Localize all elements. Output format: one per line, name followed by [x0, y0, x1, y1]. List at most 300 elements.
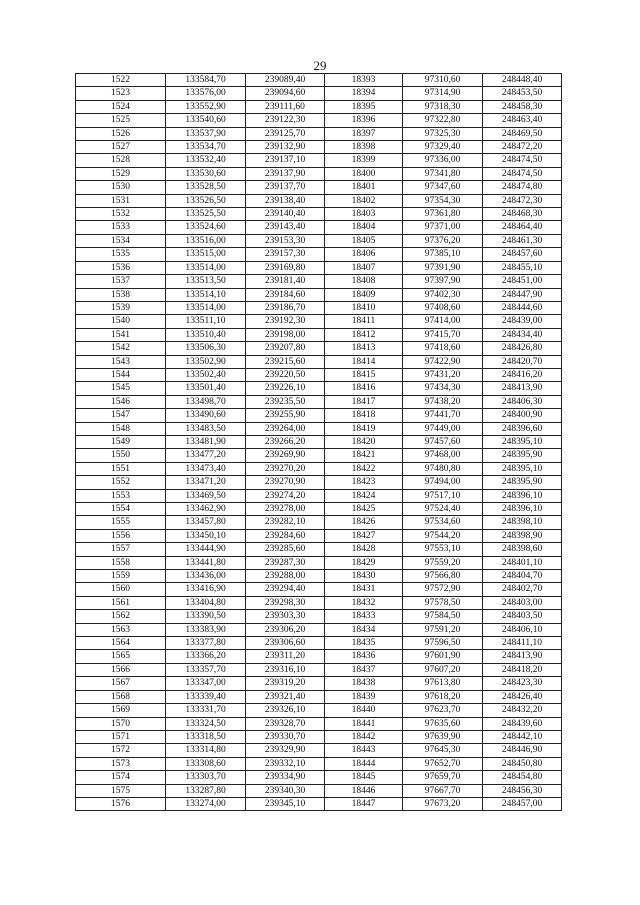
table-cell: 97667,70	[403, 784, 483, 797]
table-cell: 239207,80	[246, 342, 325, 355]
table-cell: 239269,90	[246, 449, 325, 462]
table-cell: 18427	[325, 529, 403, 542]
table-cell: 97376,20	[403, 234, 483, 247]
table-cell: 18433	[325, 610, 403, 623]
table-cell: 239137,70	[246, 181, 325, 194]
table-cell: 1539	[76, 301, 166, 314]
table-cell: 239274,20	[246, 489, 325, 502]
table-row	[76, 596, 562, 609]
table-row	[76, 422, 562, 435]
table-cell: 1567	[76, 677, 166, 690]
table-row	[76, 100, 562, 113]
table-row	[76, 74, 562, 87]
table-row	[76, 489, 562, 502]
table-cell: 1535	[76, 248, 166, 261]
table-cell: 1574	[76, 771, 166, 784]
table-cell: 239284,60	[246, 529, 325, 542]
table-row	[76, 570, 562, 583]
table-cell: 239226,10	[246, 382, 325, 395]
table-cell: 18432	[325, 596, 403, 609]
table-cell: 1531	[76, 194, 166, 207]
table-cell: 1558	[76, 556, 166, 569]
table-row	[76, 167, 562, 180]
table-cell: 133477,20	[166, 449, 246, 462]
table-cell: 1533	[76, 221, 166, 234]
table-cell: 18446	[325, 784, 403, 797]
table-cell: 1538	[76, 288, 166, 301]
table-cell: 97494,00	[403, 476, 483, 489]
table-cell: 1555	[76, 516, 166, 529]
table-cell: 248472,20	[483, 141, 562, 154]
table-cell: 18393	[325, 74, 403, 87]
table-cell: 97431,20	[403, 368, 483, 381]
table-cell: 239198,00	[246, 328, 325, 341]
table-cell: 18434	[325, 623, 403, 636]
table-cell: 97434,30	[403, 382, 483, 395]
table-cell: 133501,40	[166, 382, 246, 395]
table-cell: 1545	[76, 382, 166, 395]
table-cell: 97566,80	[403, 570, 483, 583]
table-cell: 1569	[76, 704, 166, 717]
table-cell: 18430	[325, 570, 403, 583]
table-cell: 1571	[76, 730, 166, 743]
table-cell: 18440	[325, 704, 403, 717]
table-cell: 18401	[325, 181, 403, 194]
table-cell: 18406	[325, 248, 403, 261]
table-cell: 97415,70	[403, 328, 483, 341]
table-row	[76, 315, 562, 328]
table-cell: 248398,60	[483, 543, 562, 556]
table-row	[76, 623, 562, 636]
table-cell: 18418	[325, 409, 403, 422]
table-cell: 18428	[325, 543, 403, 556]
table-cell: 18398	[325, 141, 403, 154]
table-cell: 18399	[325, 154, 403, 167]
table-row	[76, 650, 562, 663]
table-row	[76, 543, 562, 556]
table-cell: 133347,00	[166, 677, 246, 690]
table-cell: 18429	[325, 556, 403, 569]
table-row	[76, 771, 562, 784]
table-cell: 248418,20	[483, 663, 562, 676]
table-cell: 239132,90	[246, 141, 325, 154]
table-cell: 248432,20	[483, 704, 562, 717]
table-cell: 133584,70	[166, 74, 246, 87]
table-cell: 97468,00	[403, 449, 483, 462]
table-cell: 1537	[76, 275, 166, 288]
table-cell: 239303,30	[246, 610, 325, 623]
table-row	[76, 744, 562, 757]
table-cell: 1536	[76, 261, 166, 274]
table-cell: 133576,00	[166, 87, 246, 100]
table-cell: 248454,80	[483, 771, 562, 784]
table-cell: 18437	[325, 663, 403, 676]
table-cell: 1566	[76, 663, 166, 676]
table-cell: 248450,80	[483, 757, 562, 770]
table-cell: 248439,60	[483, 717, 562, 730]
table-row	[76, 301, 562, 314]
table-cell: 239266,20	[246, 435, 325, 448]
table-cell: 133469,50	[166, 489, 246, 502]
table-row	[76, 690, 562, 703]
table-cell: 133525,50	[166, 208, 246, 221]
table-row	[76, 503, 562, 516]
table-row	[76, 275, 562, 288]
table-cell: 1540	[76, 315, 166, 328]
table-cell: 18421	[325, 449, 403, 462]
table-cell: 18417	[325, 395, 403, 408]
table-cell: 97645,30	[403, 744, 483, 757]
table-cell: 97310,60	[403, 74, 483, 87]
table-cell: 97480,80	[403, 462, 483, 475]
table-row	[76, 730, 562, 743]
table-cell: 133390,50	[166, 610, 246, 623]
table-cell: 133537,90	[166, 127, 246, 140]
table-cell: 97325,30	[403, 127, 483, 140]
table-cell: 1553	[76, 489, 166, 502]
table-cell: 97329,40	[403, 141, 483, 154]
table-cell: 239319,20	[246, 677, 325, 690]
table-cell: 18416	[325, 382, 403, 395]
table-cell: 239282,10	[246, 516, 325, 529]
table-cell: 1570	[76, 717, 166, 730]
table-row	[76, 194, 562, 207]
table-cell: 133498,70	[166, 395, 246, 408]
table-cell: 1523	[76, 87, 166, 100]
table-cell: 239140,40	[246, 208, 325, 221]
table-cell: 239111,60	[246, 100, 325, 113]
table-cell: 133530,60	[166, 167, 246, 180]
table-cell: 248451,00	[483, 275, 562, 288]
table-cell: 18402	[325, 194, 403, 207]
table-cell: 239153,30	[246, 234, 325, 247]
table-row	[76, 637, 562, 650]
table-cell: 239184,60	[246, 288, 325, 301]
table-row	[76, 342, 562, 355]
table-cell: 18400	[325, 167, 403, 180]
table-cell: 97578,50	[403, 596, 483, 609]
table-cell: 97318,30	[403, 100, 483, 113]
table-cell: 239192,30	[246, 315, 325, 328]
table-cell: 239326,10	[246, 704, 325, 717]
table-cell: 239328,70	[246, 717, 325, 730]
table-cell: 133516,00	[166, 234, 246, 247]
table-cell: 18436	[325, 650, 403, 663]
table-cell: 97418,60	[403, 342, 483, 355]
table-cell: 248446,90	[483, 744, 562, 757]
table-row	[76, 797, 562, 810]
table-cell: 248423,30	[483, 677, 562, 690]
table-cell: 239311,20	[246, 650, 325, 663]
table-cell: 239270,20	[246, 462, 325, 475]
table-cell: 239122,30	[246, 114, 325, 127]
table-cell: 248426,40	[483, 690, 562, 703]
table-cell: 1557	[76, 543, 166, 556]
table-cell: 239137,10	[246, 154, 325, 167]
table-cell: 18444	[325, 757, 403, 770]
table-cell: 133383,90	[166, 623, 246, 636]
table-cell: 248472,30	[483, 194, 562, 207]
table-cell: 133471,20	[166, 476, 246, 489]
table-cell: 97347,60	[403, 181, 483, 194]
table-cell: 97385,10	[403, 248, 483, 261]
table-cell: 97391,90	[403, 261, 483, 274]
table-cell: 18397	[325, 127, 403, 140]
table-cell: 248411,10	[483, 637, 562, 650]
table-cell: 239329,90	[246, 744, 325, 757]
table-cell: 133473,40	[166, 462, 246, 475]
table-cell: 133404,80	[166, 596, 246, 609]
table-cell: 248406,30	[483, 395, 562, 408]
table-cell: 133510,40	[166, 328, 246, 341]
table-cell: 97613,80	[403, 677, 483, 690]
table-cell: 133308,60	[166, 757, 246, 770]
table-cell: 248416,20	[483, 368, 562, 381]
table-cell: 239181,40	[246, 275, 325, 288]
table-cell: 133506,30	[166, 342, 246, 355]
table-cell: 1549	[76, 435, 166, 448]
table-cell: 248442,10	[483, 730, 562, 743]
table-row	[76, 355, 562, 368]
table-cell: 97408,60	[403, 301, 483, 314]
table-cell: 133274,00	[166, 797, 246, 810]
table-cell: 248463,40	[483, 114, 562, 127]
table-cell: 133481,90	[166, 435, 246, 448]
table-cell: 97457,60	[403, 435, 483, 448]
table-cell: 97397,90	[403, 275, 483, 288]
table-cell: 239278,00	[246, 503, 325, 516]
table-cell: 97639,90	[403, 730, 483, 743]
table-cell: 248457,60	[483, 248, 562, 261]
table-row	[76, 529, 562, 542]
table-cell: 18394	[325, 87, 403, 100]
table-cell: 1564	[76, 637, 166, 650]
table-cell: 248398,90	[483, 529, 562, 542]
table-cell: 1527	[76, 141, 166, 154]
table-cell: 248434,40	[483, 328, 562, 341]
table-cell: 18404	[325, 221, 403, 234]
table-cell: 18445	[325, 771, 403, 784]
table-cell: 248461,30	[483, 234, 562, 247]
table-row	[76, 87, 562, 100]
table-cell: 133511,10	[166, 315, 246, 328]
table-cell: 239298,30	[246, 596, 325, 609]
table-cell: 97584,50	[403, 610, 483, 623]
table-row	[76, 382, 562, 395]
table-cell: 239330,70	[246, 730, 325, 743]
table-row	[76, 208, 562, 221]
table-cell: 133324,50	[166, 717, 246, 730]
table-cell: 18407	[325, 261, 403, 274]
table-cell: 239287,30	[246, 556, 325, 569]
table-row	[76, 704, 562, 717]
page-number: 29	[313, 58, 327, 73]
table-cell: 248400,90	[483, 409, 562, 422]
table-cell: 18408	[325, 275, 403, 288]
table-cell: 239321,40	[246, 690, 325, 703]
table-cell: 133331,70	[166, 704, 246, 717]
table-cell: 18405	[325, 234, 403, 247]
table-cell: 133534,70	[166, 141, 246, 154]
table-cell: 248453,50	[483, 87, 562, 100]
table-cell: 1575	[76, 784, 166, 797]
table-cell: 133287,80	[166, 784, 246, 797]
table-cell: 239089,40	[246, 74, 325, 87]
table-cell: 133532,40	[166, 154, 246, 167]
table-cell: 1543	[76, 355, 166, 368]
table-cell: 18410	[325, 301, 403, 314]
table-cell: 133303,70	[166, 771, 246, 784]
table-cell: 133514,00	[166, 301, 246, 314]
table-row	[76, 435, 562, 448]
table-cell: 97314,90	[403, 87, 483, 100]
table-cell: 133339,40	[166, 690, 246, 703]
table-body	[76, 74, 562, 811]
table-cell: 1541	[76, 328, 166, 341]
table-cell: 248402,70	[483, 583, 562, 596]
table-row	[76, 261, 562, 274]
table-cell: 133366,20	[166, 650, 246, 663]
table-cell: 97422,90	[403, 355, 483, 368]
table-cell: 133514,10	[166, 288, 246, 301]
table-cell: 18442	[325, 730, 403, 743]
table-row	[76, 248, 562, 261]
table-row	[76, 154, 562, 167]
table-cell: 248403,50	[483, 610, 562, 623]
table-cell: 248396,60	[483, 422, 562, 435]
table-cell: 248395,90	[483, 449, 562, 462]
table-cell: 18411	[325, 315, 403, 328]
table-cell: 239345,10	[246, 797, 325, 810]
table-cell: 239316,10	[246, 663, 325, 676]
table-row	[76, 717, 562, 730]
table-cell: 97336,00	[403, 154, 483, 167]
table-cell: 239340,30	[246, 784, 325, 797]
table-cell: 239270,90	[246, 476, 325, 489]
table-row	[76, 462, 562, 475]
table-row	[76, 395, 562, 408]
table-cell: 133515,00	[166, 248, 246, 261]
table-cell: 97544,20	[403, 529, 483, 542]
table-cell: 97673,20	[403, 797, 483, 810]
table-cell: 133318,50	[166, 730, 246, 743]
table-cell: 1547	[76, 409, 166, 422]
table-cell: 248444,60	[483, 301, 562, 314]
table-cell: 239157,30	[246, 248, 325, 261]
table-cell: 133502,40	[166, 368, 246, 381]
table-row	[76, 328, 562, 341]
table-cell: 1559	[76, 570, 166, 583]
table-cell: 239169,80	[246, 261, 325, 274]
table-cell: 97414,00	[403, 315, 483, 328]
table-cell: 248396,10	[483, 489, 562, 502]
table-cell: 133314,80	[166, 744, 246, 757]
table-row	[76, 516, 562, 529]
table-cell: 239264,00	[246, 422, 325, 435]
table-cell: 18435	[325, 637, 403, 650]
table-cell: 18447	[325, 797, 403, 810]
table-cell: 18423	[325, 476, 403, 489]
table-cell: 97591,20	[403, 623, 483, 636]
table-cell: 1556	[76, 529, 166, 542]
table-cell: 18420	[325, 435, 403, 448]
table-cell: 97601,90	[403, 650, 483, 663]
table-cell: 239138,40	[246, 194, 325, 207]
table-cell: 248474,50	[483, 167, 562, 180]
table-row	[76, 556, 562, 569]
table-cell: 248469,50	[483, 127, 562, 140]
table-cell: 1552	[76, 476, 166, 489]
table-cell: 18409	[325, 288, 403, 301]
table-cell: 97652,70	[403, 757, 483, 770]
coordinates-table	[75, 73, 562, 811]
table-cell: 97618,20	[403, 690, 483, 703]
table-cell: 18395	[325, 100, 403, 113]
table-cell: 133377,80	[166, 637, 246, 650]
table-row	[76, 663, 562, 676]
table-cell: 18396	[325, 114, 403, 127]
table-row	[76, 677, 562, 690]
table-cell: 1550	[76, 449, 166, 462]
table-row	[76, 114, 562, 127]
table-cell: 239215,60	[246, 355, 325, 368]
table-cell: 18403	[325, 208, 403, 221]
table-cell: 1572	[76, 744, 166, 757]
table-cell: 18424	[325, 489, 403, 502]
table-cell: 97441,70	[403, 409, 483, 422]
table-cell: 133457,80	[166, 516, 246, 529]
table-cell: 1525	[76, 114, 166, 127]
table-cell: 248447,90	[483, 288, 562, 301]
table-cell: 248395,10	[483, 462, 562, 475]
table-cell: 97572,90	[403, 583, 483, 596]
table-cell: 248396,10	[483, 503, 562, 516]
table-cell: 18439	[325, 690, 403, 703]
table-cell: 133436,00	[166, 570, 246, 583]
table-row	[76, 181, 562, 194]
table-row	[76, 288, 562, 301]
table-cell: 133540,60	[166, 114, 246, 127]
table-cell: 248474,80	[483, 181, 562, 194]
table-row	[76, 221, 562, 234]
table-cell: 248456,30	[483, 784, 562, 797]
table-cell: 248468,30	[483, 208, 562, 221]
table-row	[76, 583, 562, 596]
table-cell: 18443	[325, 744, 403, 757]
table-cell: 133450,10	[166, 529, 246, 542]
table-cell: 133444,90	[166, 543, 246, 556]
table-cell: 97607,20	[403, 663, 483, 676]
table-cell: 239306,20	[246, 623, 325, 636]
table-cell: 18425	[325, 503, 403, 516]
table-cell: 239186,70	[246, 301, 325, 314]
table-cell: 97322,80	[403, 114, 483, 127]
table-cell: 239235,50	[246, 395, 325, 408]
table-cell: 133528,50	[166, 181, 246, 194]
table-cell: 97596,50	[403, 637, 483, 650]
table-row	[76, 127, 562, 140]
table-cell: 248413,90	[483, 382, 562, 395]
table-cell: 1560	[76, 583, 166, 596]
table-cell: 97553,10	[403, 543, 483, 556]
table-cell: 1563	[76, 623, 166, 636]
table-cell: 133552,90	[166, 100, 246, 113]
table-cell: 239334,90	[246, 771, 325, 784]
table-cell: 248403,00	[483, 596, 562, 609]
table-cell: 97341,80	[403, 167, 483, 180]
table-cell: 18438	[325, 677, 403, 690]
table-cell: 18431	[325, 583, 403, 596]
